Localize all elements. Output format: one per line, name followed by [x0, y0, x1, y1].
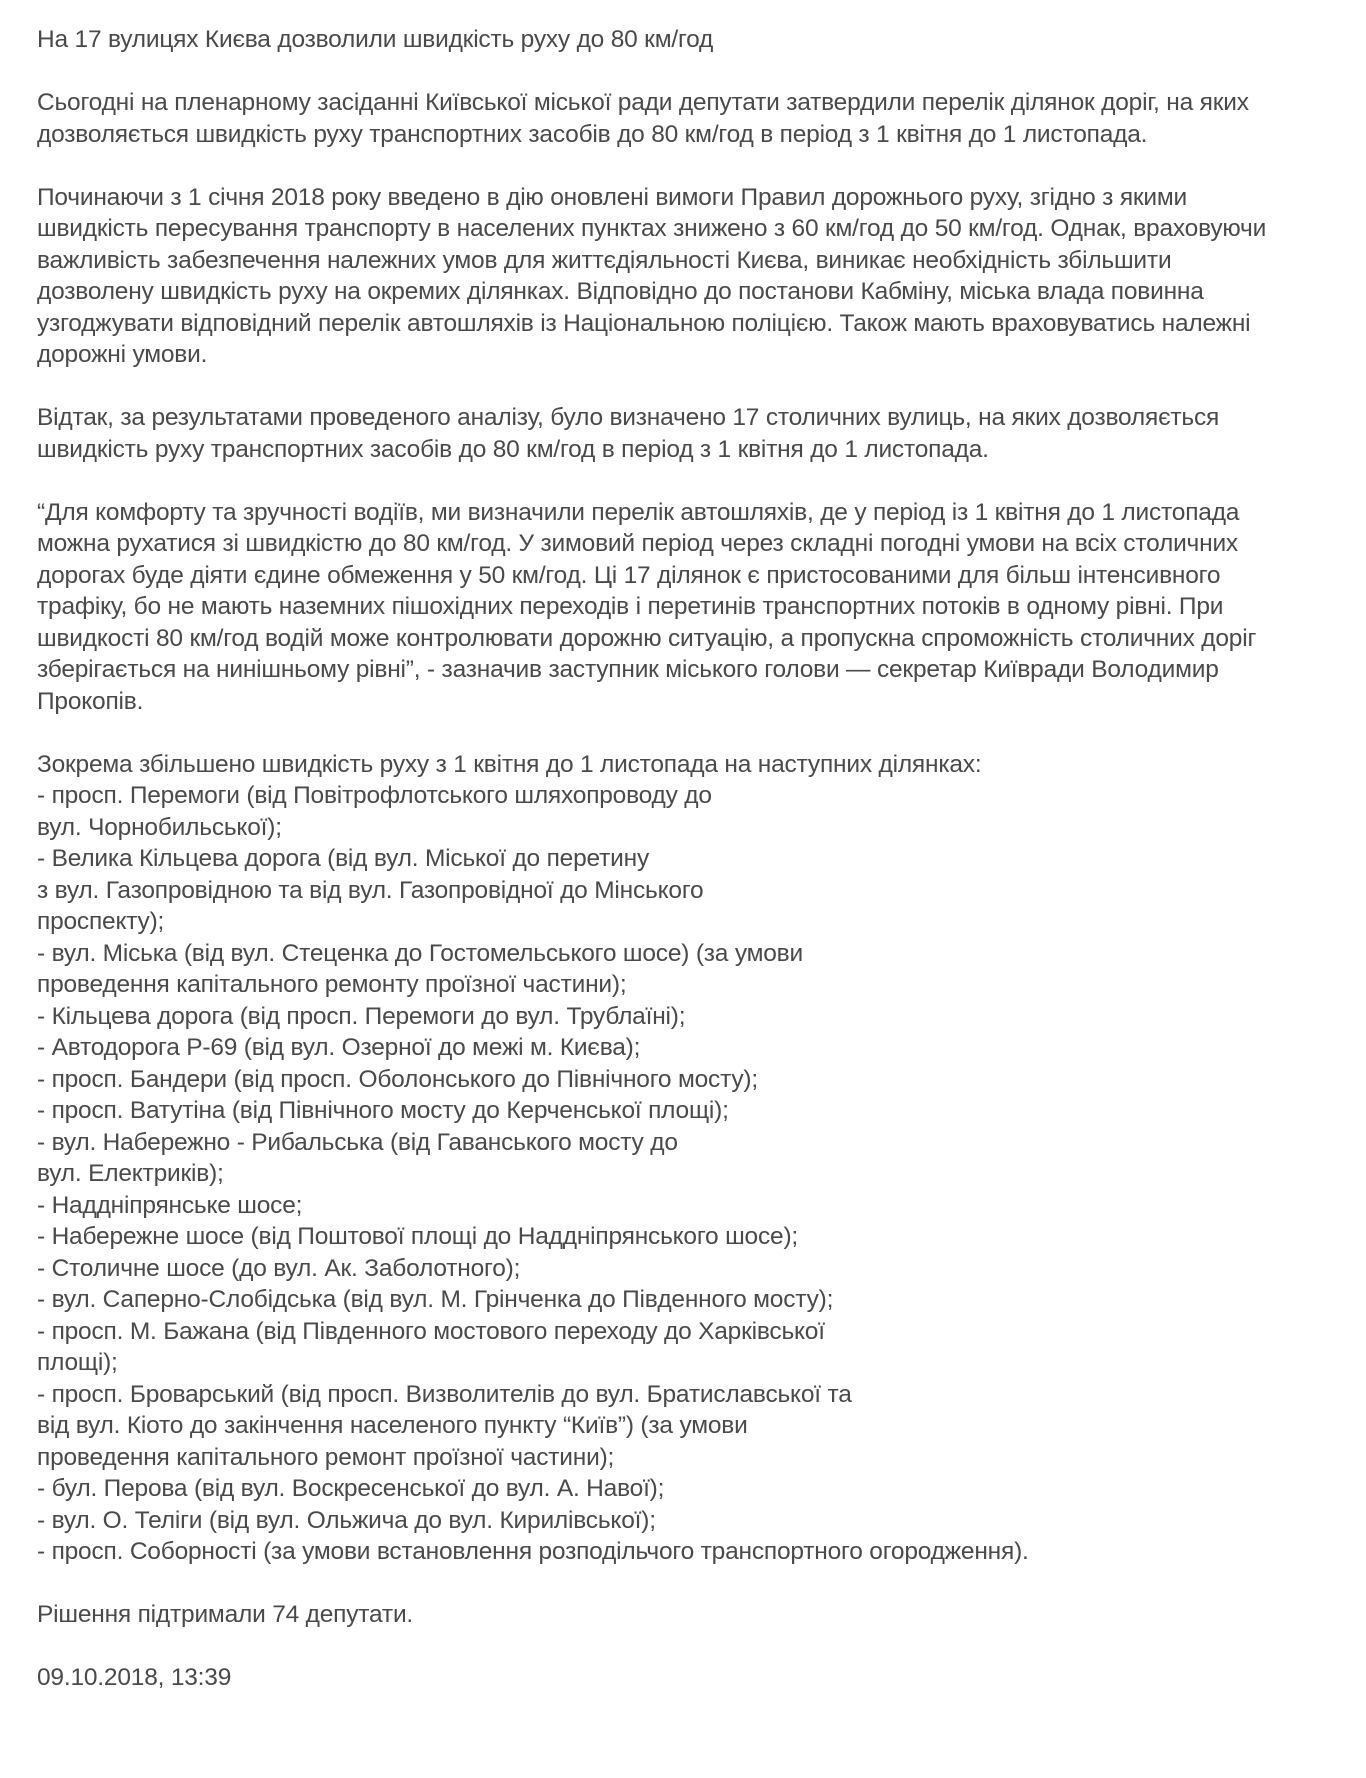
list-item: - просп. Броварський (від просп. Визволителів до вул. Братиславської та від вул. Кіото до закінчення населеного пункту “Київ”) (за умови проведення капітального ремонт проїзної частини); [37, 1380, 852, 1471]
list-item: - вул. Міська (від вул. Стеценка до Гостомельського шосе) (за умови проведення капітального ремонту проїзної частини); [37, 939, 803, 998]
list-intro: Зокрема збільшено швидкість руху з 1 квітня до 1 листопада на наступних ділянках: [37, 750, 982, 778]
paragraph-intro: Сьогодні на пленарному засіданні Київської міської ради депутати затвердили перелік ділянок доріг, на яких дозволяється швидкість руху транспортних засобів до 80 км/год в період з 1 квітня до 1 листопада. [37, 89, 1249, 148]
list-item: - Набережне шосе (від Поштової площі до Наддніпрянського шосе); [37, 1223, 799, 1250]
list-item: - просп. Перемоги (від Повітрофлотського шляхопроводу до вул. Чорнобильської); [37, 782, 712, 841]
list-item: - просп. Бандери (від просп. Оболонського до Північного мосту); [37, 1065, 758, 1093]
list-item: - вул. Саперно-Слобідська (від вул. М. Грінченка до Південного мосту); [37, 1286, 834, 1313]
list-item: - просп. Соборності (за умови встановлення розподільчого транспортного огородження). [37, 1538, 1029, 1565]
street-list [37, 780, 1337, 1568]
list-item: - Столичне шосе (до вул. Ак. Заболотного); [37, 1254, 521, 1282]
paragraph-rules: Починаючи з 1 січня 2018 року введено в дію оновлені вимоги Правил дорожнього руху, згідно з якими швидкість пересування транспорту в населених пунктах знижено з 60 км/год до 50 км/год. Однак, враховуючи важливість забезпечення належних умов для життєдіяльності Києва, виникає необхідність збільшити дозволену швидкість руху на окремих ділянках. Відповідно до постанови Кабміну, міська влада повинна узгоджувати відповідний перелік автошляхів із Національною поліцією. Також мають враховуватись належні дорожні умови. [37, 183, 1267, 368]
list-item: - просп. М. Бажана (від Південного мостового переходу до Харківської площі); [37, 1317, 825, 1376]
list-item: - бул. Перова (від вул. Воскресенської до вул. А. Навої); [37, 1475, 665, 1502]
article-title: На 17 вулицях Києва дозволили швидкість руху до 80 км/год [37, 26, 714, 53]
publish-date: 09.10.2018, 13:39 [37, 1664, 232, 1691]
list-item: - вул. О. Теліги (від вул. Ольжича до вул. Кирилівської); [37, 1506, 656, 1534]
list-item: - просп. Ватутіна (від Північного мосту до Керченської площі); [37, 1097, 729, 1124]
list-item: - вул. Набережно - Рибальська (від Гаванського мосту до вул. Електриків); [37, 1128, 678, 1187]
list-item: - Велика Кільцева дорога (від вул. Міської до перетину з вул. Газопровідною та від вул. Газопровідної до Мінського проспекту); [37, 845, 704, 935]
list-item: - Автодорога Р-69 (від вул. Озерної до межі м. Києва); [37, 1034, 641, 1061]
paragraph-quote: “Для комфорту та зручності водіїв, ми визначили перелік автошляхів, де у період із 1 квітня до 1 листопада можна рухатися зі швидкістю до 80 км/год. У зимовий період через складні погодні умови на всіх столичних дорогах буде діяти єдине обмеження у 50 км/год. Ці 17 ділянок є пристосованими для більш інтенсивного трафіку, бо не мають наземних пішохідних переходів і перетинів транспортних потоків в одному рівні. При швидкості 80 км/год водій може контролювати дорожню ситуацію, а пропускна спроможність столичних доріг зберігається на нинішньому рівні”, - зазначив заступник міського голови — секретар Київради Володимир Прокопів. [37, 498, 1257, 715]
paragraph-conclusion: Рішення підтримали 74 депутати. [37, 1601, 414, 1628]
article [37, 24, 1337, 1694]
list-item: - Наддніпрянське шосе; [37, 1191, 303, 1219]
list-item: - Кільцева дорога (від просп. Перемоги до вул. Трублаїні); [37, 1002, 686, 1030]
paragraph-analysis: Відтак, за результатами проведеного аналізу, було визначено 17 столичних вулиць, на яких дозволяється швидкість руху транспортних засобів до 80 км/год в період з 1 квітня до 1 листопада. [37, 404, 1220, 463]
